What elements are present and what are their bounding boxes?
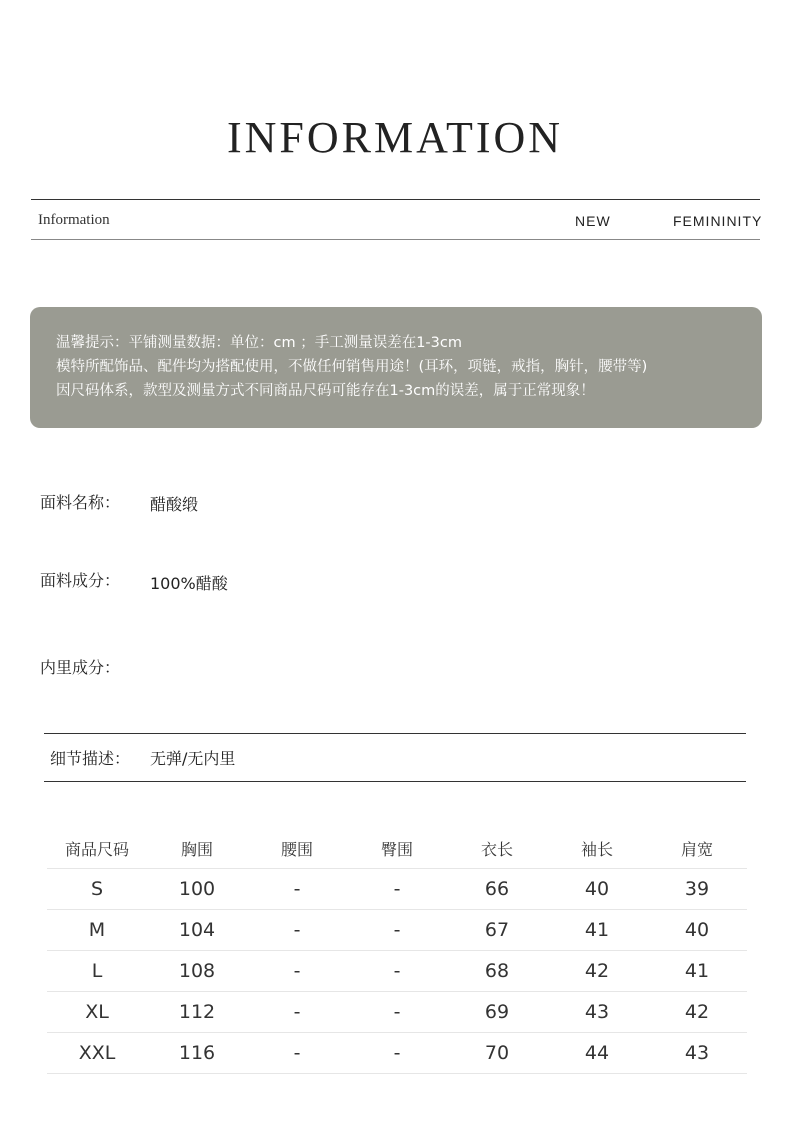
cell-hip: -	[347, 1033, 447, 1074]
header-shoulder: 肩宽	[647, 828, 747, 869]
table-row	[47, 992, 747, 1033]
cell-hip: -	[347, 910, 447, 951]
cell-size: M	[47, 910, 147, 951]
fabric-composition-value: 100%醋酸	[150, 574, 228, 593]
fabric-composition-label: 面料成分：	[40, 571, 121, 590]
detail-bottom-divider	[44, 781, 746, 782]
header-subtitle-new: NEW	[575, 213, 611, 229]
cell-hip: -	[347, 951, 447, 992]
cell-shoulder: 43	[647, 1033, 747, 1074]
table-row	[47, 1033, 747, 1074]
detail-top-divider	[44, 733, 746, 734]
cell-bust: 112	[147, 992, 247, 1033]
cell-waist: -	[247, 910, 347, 951]
cell-bust: 116	[147, 1033, 247, 1074]
header-top-divider	[31, 199, 760, 200]
cell-sleeve: 44	[547, 1033, 647, 1074]
cell-shoulder: 40	[647, 910, 747, 951]
cell-size: L	[47, 951, 147, 992]
table-row	[47, 910, 747, 951]
cell-length: 67	[447, 910, 547, 951]
notice-line: 模特所配饰品、配件均为搭配使用，不做任何销售用途！(耳环，项链，戒指，胸针，腰带等)	[56, 359, 648, 375]
header-hip: 臀围	[347, 828, 447, 869]
cell-bust: 108	[147, 951, 247, 992]
detail-value: 无弹/无内里	[150, 749, 236, 768]
cell-sleeve: 40	[547, 869, 647, 910]
notice-box	[30, 307, 762, 428]
header-length: 衣长	[447, 828, 547, 869]
cell-sleeve: 43	[547, 992, 647, 1033]
cell-hip: -	[347, 992, 447, 1033]
cell-waist: -	[247, 1033, 347, 1074]
notice-line: 温馨提示：平铺测量数据：单位：cm ；手工测量误差在1-3cm	[56, 335, 462, 351]
header-bottom-divider	[31, 239, 760, 240]
cell-shoulder: 39	[647, 869, 747, 910]
size-table	[47, 828, 747, 1074]
cell-shoulder: 42	[647, 992, 747, 1033]
cell-length: 68	[447, 951, 547, 992]
cell-bust: 104	[147, 910, 247, 951]
fabric-name-label: 面料名称：	[40, 493, 121, 512]
cell-size: XXL	[47, 1033, 147, 1074]
cell-sleeve: 42	[547, 951, 647, 992]
cell-waist: -	[247, 992, 347, 1033]
cell-size: XL	[47, 992, 147, 1033]
cell-size: S	[47, 869, 147, 910]
page-title: INFORMATION	[226, 113, 564, 162]
header-sleeve: 袖长	[547, 828, 647, 869]
cell-length: 69	[447, 992, 547, 1033]
fabric-name-value: 醋酸缎	[150, 495, 199, 514]
cell-length: 66	[447, 869, 547, 910]
cell-length: 70	[447, 1033, 547, 1074]
cell-shoulder: 41	[647, 951, 747, 992]
cell-sleeve: 41	[547, 910, 647, 951]
cell-waist: -	[247, 951, 347, 992]
header-subtitle-left: Information	[38, 212, 110, 228]
cell-bust: 100	[147, 869, 247, 910]
header-subtitle-femininity: FEMININITY	[673, 213, 763, 229]
size-table-header-row	[47, 828, 747, 869]
header-bust: 胸围	[147, 828, 247, 869]
lining-composition-label: 内里成分：	[40, 658, 121, 677]
header-waist: 腰围	[247, 828, 347, 869]
cell-waist: -	[247, 869, 347, 910]
header-size: 商品尺码	[47, 828, 147, 869]
notice-line: 因尺码体系，款型及测量方式不同商品尺码可能存在1-3cm的误差，属于正常现象！	[56, 383, 595, 399]
cell-hip: -	[347, 869, 447, 910]
table-row	[47, 869, 747, 910]
detail-label: 细节描述：	[50, 749, 131, 768]
table-row	[47, 951, 747, 992]
